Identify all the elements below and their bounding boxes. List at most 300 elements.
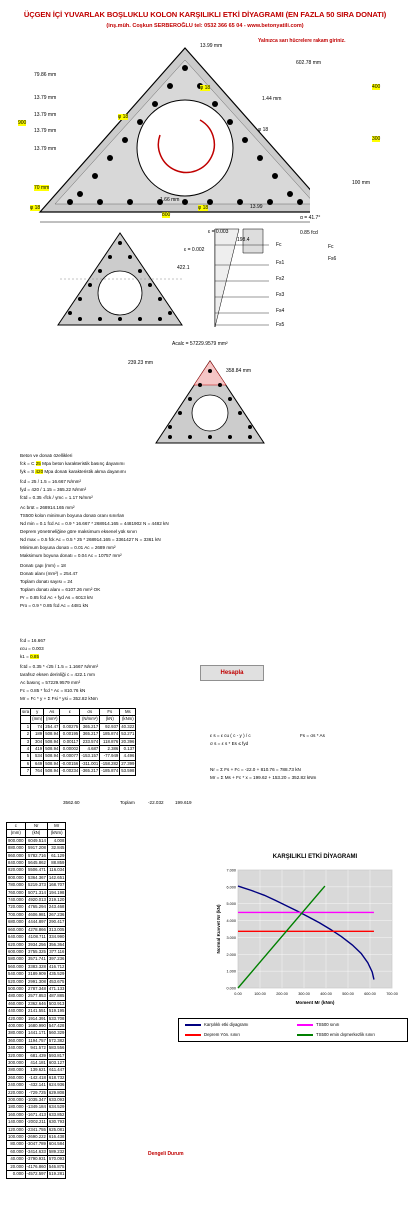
mid-line: fctd = 0.35 * √25 / 1.5 = 1.1667 N/mm² <box>20 664 99 669</box>
table-cell: 92.937 <box>100 723 120 730</box>
table-cell: 61.129 <box>47 852 66 859</box>
table-cell: 4278.866 <box>25 926 47 933</box>
table-cell: 625.081 <box>48 1126 65 1132</box>
table-row <box>7 911 66 918</box>
calc-line: fcd = 25 / 1.5 = 16.667 N/mm² <box>20 479 82 484</box>
bar-label-2[interactable]: φ 18 <box>200 85 211 91</box>
table-cell: 80.000 <box>7 1141 26 1148</box>
table-cell: 3571.741 <box>25 956 47 963</box>
table-cell: 820.000 <box>8 867 24 873</box>
table-cell: 603.127 <box>48 1060 65 1065</box>
strain-profile-drawing <box>195 225 335 333</box>
table-cell: 2 <box>21 731 31 738</box>
table-row <box>7 993 66 1000</box>
table-row <box>7 1000 66 1007</box>
table-cell: 233.574 <box>80 738 100 745</box>
table-cell: 660.000 <box>8 926 24 932</box>
table-row <box>21 738 136 745</box>
calc-line: fyd = 420 / 1.15 = 365.22 N/mm² <box>20 487 87 492</box>
table-cell: 53.598 <box>121 768 135 774</box>
bar-label-3: φ 18 <box>258 127 269 133</box>
x-tick-label: 100.00 <box>254 992 266 996</box>
calc-line: Pr = 0.85 fcd Ac + fyd As = 6013 kN <box>20 595 93 600</box>
table-cell: 2141.551 <box>25 1008 47 1015</box>
table-cell: 487.885 <box>48 993 65 999</box>
strain-label-1: ε = 0.003 <box>208 229 229 235</box>
table-row <box>7 919 66 926</box>
table-cell: 800.000 <box>8 874 24 880</box>
table-cell: 4920.013 <box>25 897 47 904</box>
table-cell: 560.329 <box>48 1030 65 1036</box>
table-cell: 0.00195 <box>60 731 80 738</box>
table-cell: 580.000 <box>8 956 24 962</box>
dim-width-input[interactable]: 800 <box>162 212 171 218</box>
table-cell: 681.439 <box>25 1052 47 1059</box>
table-row <box>7 882 66 889</box>
chart-legend <box>178 1018 408 1042</box>
mid-line: tarafsız eksen derinliği c = 422.1 mm <box>20 672 95 677</box>
table-row <box>7 1134 66 1141</box>
x-tick-label: 400.00 <box>320 992 332 996</box>
table-cell: 583.556 <box>48 1045 65 1051</box>
table-header: y <box>31 709 44 716</box>
force-fs4: Fs4 <box>276 308 285 314</box>
strain-label-2: ε = 0.002 <box>184 247 205 253</box>
table-row <box>7 1067 66 1074</box>
force-fc-2: Fc <box>328 244 334 250</box>
table-cell: 414.181 <box>25 1060 47 1067</box>
table-cell: 440.000 <box>8 1008 24 1014</box>
table-row <box>7 948 66 955</box>
table-cell: 780.000 <box>8 882 24 888</box>
table-row <box>7 1037 66 1044</box>
table-cell: 74 <box>31 723 44 730</box>
dim-right-1[interactable]: 400 <box>372 84 381 90</box>
table-row <box>7 1045 66 1052</box>
table-cell: 356.364 <box>48 941 65 947</box>
force-fs5: Fs5 <box>276 322 285 328</box>
table-cell: 508.94 <box>45 731 59 737</box>
table-row <box>7 837 66 844</box>
rebar-force-table: sıra y As ε σs Fs Ms (mm) (mm²) (N/mm²) (kN) (kNm) 1 74 254.47 0.00275 365.217 92.937 40.322 2 189 508.94 0.00195 365.217 185.874 53.271 3 304 508.94 0.00117 233.574 118.876 20.396 4 419 508.94 0.00002 4.687 2.386 0.137 5 534 508.94 -0.00077 -153.157 -77.949 4.496 6 649 508.94 -0.00156 -311.001 -158.282 27.399 7 764 508.94 -0.00234 -365.217 -185.874 53.598 <box>22 709 135 774</box>
table-cell: 5364.367 <box>25 874 47 881</box>
table-cell: 120.000 <box>8 1126 24 1132</box>
calc-line: TS500 kolon minimum boyuna donatı oranı sınırları <box>20 513 125 518</box>
table-cell: 3189.909 <box>25 971 47 978</box>
strain-label-3: 422.1 <box>177 265 190 271</box>
table-cell: 508.94 <box>45 760 59 766</box>
table-cell: -1035.347 <box>26 1097 46 1103</box>
table-cell: 880.000 <box>8 845 24 851</box>
force-fs1: Fs1 <box>276 260 285 266</box>
table-row <box>7 1082 66 1089</box>
table-cell: 435.529 <box>48 971 65 977</box>
force-fs6: Fs6 <box>328 256 337 262</box>
table-row <box>21 753 136 760</box>
calc-line: Ac brüt = 268914.165 mm² <box>20 505 75 510</box>
table-cell: 240.000 <box>8 1082 24 1088</box>
bar-label-5[interactable]: φ 18 <box>198 205 209 211</box>
table-cell: 4 <box>21 746 31 753</box>
dim-left-2: 13.79 mm <box>34 95 57 101</box>
table-cell: -3414.633 <box>26 1148 46 1154</box>
table-cell: 764 <box>31 768 44 775</box>
table-row <box>7 1089 66 1096</box>
dim-vertical: 602.78 mm <box>296 60 322 66</box>
table-cell: 340.000 <box>8 1045 24 1051</box>
y-axis-label: Normal Kuvvet Nr (kN) <box>216 904 221 954</box>
dim-right-2[interactable]: 300 <box>372 136 381 142</box>
table-cell: 2991.308 <box>25 978 47 985</box>
x-tick-label: 700.00 <box>386 992 398 996</box>
table-cell: 5917.208 <box>25 845 47 852</box>
table-cell: 941.572 <box>25 1045 47 1052</box>
table-row <box>7 867 66 874</box>
table-cell: 139.621 <box>25 1067 47 1074</box>
dim-cover[interactable]: 70 mm <box>34 185 50 191</box>
force-fc: Fc <box>276 242 282 248</box>
table-cell: 280.000 <box>8 1067 24 1073</box>
table-row <box>7 934 66 941</box>
table-cell: -729.725 <box>25 1089 47 1096</box>
table-cell: 900.000 <box>8 837 24 843</box>
table-header: Mr <box>47 823 66 830</box>
table-header: Nr <box>25 823 47 830</box>
dim-inner: 1.44 mm <box>262 96 282 102</box>
alpha-label: α = 41.7° <box>300 215 321 221</box>
formula-line: ε s = ε cu ( c - y ) / c <box>210 733 251 738</box>
table-cell: 3383.328 <box>25 963 47 970</box>
table-cell: 508.94 <box>45 746 59 752</box>
table-cell: 519.281 <box>48 1171 65 1177</box>
table-cell: 189 <box>31 731 44 738</box>
table-row <box>7 978 66 985</box>
dim-3-b: 358.84 mm <box>226 368 252 374</box>
table-row <box>7 1104 66 1111</box>
force-fs2: Fs2 <box>276 276 285 282</box>
table-cell: -1671.413 <box>26 1111 46 1117</box>
table-row <box>7 1008 66 1015</box>
calc-heading: Beton ve donatı özellikleri <box>20 453 73 458</box>
dim-left-3: 13.79 mm <box>34 112 57 118</box>
table-cell: 118.876 <box>100 738 120 745</box>
table-cell: 334.990 <box>48 934 65 940</box>
table-cell: 4444.897 <box>25 919 47 926</box>
table-cell: 519.195 <box>48 1008 65 1014</box>
table-cell: 589.232 <box>48 1148 65 1154</box>
table-cell: -432.141 <box>25 1082 47 1089</box>
table-cell: 460.000 <box>8 1000 24 1006</box>
table-cell: 624.936 <box>48 1082 65 1088</box>
table-cell: 2577.853 <box>25 993 47 1000</box>
table-cell: 4606.981 <box>25 911 47 918</box>
table-cell: 420.000 <box>8 1015 24 1021</box>
dim-3-a: 239.23 mm <box>128 360 154 366</box>
dim-right-3: 100 mm <box>352 180 371 186</box>
table-cell: 629.808 <box>48 1089 65 1095</box>
table-cell: 260.000 <box>8 1074 24 1080</box>
calc-fck-row: fck = C 25 Mpa beton karakteristik basınç dayanımı <box>20 461 125 466</box>
table-cell: 219.120 <box>48 897 65 903</box>
table-cell: 500.000 <box>8 985 24 991</box>
table-cell: 20.000 <box>7 1163 26 1170</box>
bar-label-1[interactable]: φ 18 <box>118 114 129 120</box>
table-cell: 7 <box>21 768 31 775</box>
page-subtitle: (inş.müh. Coşkun SERBEROĞLU tel: 0532 366 65 04 - www.betonyatili.com) <box>106 23 304 29</box>
table-header: σs <box>80 709 100 716</box>
calc-line: Maksimum boyuna donatı = 0.04 Ac = 10757 mm² <box>20 553 122 558</box>
table-row <box>7 926 66 933</box>
table-row <box>21 768 136 775</box>
table-cell: 5506.471 <box>25 867 47 874</box>
table-row <box>7 1141 66 1148</box>
formula-line: Nr = Σ Fs + Fc = -22.0 + 810.76 = 788.73 kN <box>210 767 301 772</box>
table-cell: -158.282 <box>101 760 119 766</box>
bar-label-4[interactable]: φ 18 <box>30 205 41 211</box>
x-tick-label: 300.00 <box>298 992 310 996</box>
table-row <box>7 845 66 852</box>
table-cell: 5782.716 <box>25 852 47 859</box>
table-cell: 243.468 <box>48 904 65 910</box>
table-row <box>7 1111 66 1118</box>
table-cell: 640.000 <box>8 934 24 940</box>
table-cell: 416.712 <box>48 963 65 969</box>
table-cell: 618.732 <box>48 1074 65 1080</box>
table-cell: 4108.711 <box>25 934 47 941</box>
table-cell: 604.584 <box>48 1141 65 1147</box>
table-cell: 4.008 <box>47 837 66 844</box>
interaction-table: c Nr Mr (mm) (kN) (kNm) 900.000 6049.514 4.008 880.000 5917.208 32.845 860.000 5782.716 61.129 840.000 5645.862 88.859 820.000 5506.471 116.034 800.000 5364.367 142.651 780.000 5219.373 168.707 760.000 5071.314 194.198 740.000 4920.013 219.120 720.000 4765.294 243.468 700.000 4606.981 267.236 680.000 4444.897 290.417 660.000 4278.866 313.005 640.000 4108.711 334.990 620.000 3934.256 356.364 600.000 3755.325 377.116 580.000 3571.741 397.236 560.000 3383.328 416.712 540.000 3189.909 435.529 520.000 2991.308 453.675 500.000 2787.348 471.133 480.000 2577.853 487.885 460.000 2362.646 503.913 440.000 2141.551 519.195 420.000 1914.391 533.708 400.000 1680.990 547.428 380.000 1441.171 560.329 360.000 1194.757 572.382 340.000 941.572 583.556 320.000 681.439 593.817 300.000 414.181 603.127 280.000 139.621 611.447 260.000 -142.418 618.732 240.000 -432.141 624.936 220.000 -729.725 629.808 200.000 -1035.347 633.093 180.000 -1349.184 634.529 160.000 -1671.413 633.852 140.000 -2002.211 630.793 120.000 -2341.755 625.081 100.000 -2690.222 616.438 80.000 -3047.789 604.584 60.000 -3414.633 589.232 40.000 -3790.931 570.093 20.000 -4176.860 546.875 0.000 -4572.597 519.281 <box>8 823 65 1177</box>
calc-line: Donatı alanı (mm²) = 254.47 <box>20 571 78 576</box>
table-row <box>7 1097 66 1104</box>
table-cell: 397.236 <box>48 956 65 962</box>
table-cell: -365.217 <box>81 768 99 774</box>
formula-line: Fs = σs * As <box>300 733 325 738</box>
table-row <box>21 723 136 730</box>
acalc-label: Acalc = 57229.9579 mm² <box>172 341 228 347</box>
table-cell: 365.217 <box>80 731 100 738</box>
table-row <box>7 1148 66 1155</box>
table-row <box>7 971 66 978</box>
table-cell: 633.852 <box>48 1111 65 1117</box>
formula-line: Mr = Σ Ms + Fc * x = 199.62 + 153.20 = 352.82 kNm <box>210 775 317 780</box>
table-cell: 611.447 <box>49 1067 65 1073</box>
k1-row: k1 = 0.85 <box>20 654 40 659</box>
table-row <box>7 904 66 911</box>
table-cell: 540.000 <box>8 971 24 977</box>
table-row <box>7 941 66 948</box>
table-cell: 267.236 <box>48 911 65 917</box>
table-cell: 0.00117 <box>60 738 80 745</box>
table-cell: 593.817 <box>48 1052 65 1058</box>
table-cell: 194.198 <box>48 889 65 895</box>
void-circle <box>98 271 142 315</box>
table-cell: 180.000 <box>8 1104 24 1110</box>
table-row <box>21 746 136 753</box>
table-cell: -0.00077 <box>61 753 79 759</box>
table-cell: 400.000 <box>8 1022 24 1028</box>
mid-line: Mr = Fc * y + Σ Fsi * ysi = 352.82 kNm <box>20 696 98 701</box>
table-cell: 453.675 <box>48 978 65 984</box>
table-row <box>7 1030 66 1037</box>
dim-top: 13.99 mm <box>200 43 223 49</box>
table-cell: -3790.931 <box>26 1156 46 1162</box>
y-tick-label: 3.000 <box>226 935 236 940</box>
table-cell: 2787.348 <box>25 985 47 992</box>
table-cell: 5645.862 <box>25 860 47 867</box>
table-row <box>7 897 66 904</box>
dim-left-5: 13.79 mm <box>34 146 57 152</box>
hesapla-button[interactable]: Hesapla <box>200 665 264 681</box>
table-header: ε <box>60 709 80 716</box>
table-cell: 1441.171 <box>25 1030 47 1037</box>
x-tick-label: 0.00 <box>234 992 242 996</box>
table-row <box>21 760 136 767</box>
table-cell: 560.000 <box>8 963 24 969</box>
calc-line: Toplam donatı sayısı = 24 <box>20 579 73 584</box>
table-cell: 4765.294 <box>25 904 47 911</box>
fck-input[interactable]: 25 <box>35 461 41 466</box>
x-tick-label: 600.00 <box>364 992 376 996</box>
table-cell: 0.00002 <box>60 746 80 753</box>
table-cell: 547.428 <box>48 1022 65 1028</box>
interaction-chart <box>214 846 404 1018</box>
table-row <box>7 1074 66 1081</box>
table-cell: -153.157 <box>81 753 99 759</box>
table-row <box>7 1126 66 1133</box>
table1-sum-ms: 199.619 <box>175 800 192 805</box>
calc-line: Donatı çapı (mm) = 18 <box>20 563 66 568</box>
table-cell: 4.687 <box>80 746 100 753</box>
fcd-row: fcd = 16.667 <box>20 638 46 643</box>
calc-line: Deprem yönetmeliğine göre maksimum eksenel yük sınırı <box>20 529 137 534</box>
force-fs3: Fs3 <box>276 292 285 298</box>
strain-label-4: 198.4 <box>237 237 250 243</box>
table-cell: 570.093 <box>48 1156 65 1162</box>
table-cell: 377.116 <box>49 948 65 954</box>
table-cell: 649 <box>31 760 44 767</box>
calc-line: Minimum boyuna donatı = 0.01 Ac = 2689 mm² <box>20 545 116 550</box>
table-cell: 533.708 <box>48 1015 65 1021</box>
table-cell: 616.438 <box>48 1134 65 1140</box>
table-cell: 40.322 <box>121 723 135 729</box>
table-cell: -142.418 <box>25 1074 47 1081</box>
table-cell: 508.94 <box>45 768 59 774</box>
dim-left-1: 79.86 mm <box>34 72 57 78</box>
table-cell: 534 <box>31 753 44 760</box>
table-cell: 634.529 <box>48 1104 65 1110</box>
table-cell: 300.000 <box>8 1060 24 1065</box>
table-cell: 142.651 <box>48 874 65 880</box>
dim-height-input[interactable]: 900 <box>18 120 27 126</box>
dim-bottom-1: 1.66 mm <box>160 197 180 203</box>
table-row <box>7 860 66 867</box>
table1-sum-fs: -22.032 <box>148 800 164 805</box>
table-cell: 200.000 <box>8 1097 24 1103</box>
table-cell: 840.000 <box>8 860 24 866</box>
table-cell: 2362.646 <box>25 1000 47 1007</box>
table1-sum-as: 3562.60 <box>63 800 80 805</box>
table-cell: -185.874 <box>101 768 119 774</box>
table-cell: 760.000 <box>8 889 24 895</box>
table-row <box>7 1171 66 1178</box>
fyk-input[interactable]: 420 <box>35 469 44 474</box>
table-cell: 53.271 <box>121 731 135 737</box>
table-cell: 254.47 <box>45 723 59 729</box>
table-cell: 720.000 <box>8 904 24 910</box>
table-cell: 508.94 <box>45 753 59 759</box>
table-cell: 5071.314 <box>25 889 47 896</box>
table-cell: 5219.373 <box>25 882 47 889</box>
table-cell: 116.034 <box>49 867 65 873</box>
legend-item: TS500 sınırı <box>297 1022 339 1027</box>
table-cell: 3755.325 <box>25 948 47 955</box>
y-tick-label: 1.000 <box>226 969 236 974</box>
table-row <box>7 1156 66 1163</box>
table-cell: 60.000 <box>7 1148 26 1155</box>
table-cell: 88.859 <box>47 860 66 867</box>
table-cell: -0.00156 <box>61 760 79 766</box>
void-circle <box>192 395 228 431</box>
table-cell: 680.000 <box>8 919 24 925</box>
table-cell: -2341.755 <box>26 1126 46 1132</box>
table-cell: 100.000 <box>8 1134 24 1140</box>
table-header: sıra <box>22 709 30 714</box>
table-cell: 1914.391 <box>25 1015 47 1022</box>
table-cell: 4.496 <box>120 753 136 760</box>
table-cell: 304 <box>31 738 44 745</box>
table-cell: 572.382 <box>48 1037 65 1043</box>
table-cell: 0.00275 <box>60 723 80 730</box>
table-cell: 140.000 <box>8 1119 24 1125</box>
table-cell: 6 <box>21 760 31 767</box>
table-header: As <box>44 709 60 716</box>
mid-line: Fc = 0.85 * fcd * Ac = 810.76 kN <box>20 688 86 693</box>
table-cell: -77.949 <box>100 753 120 760</box>
table-row <box>7 1163 66 1170</box>
chart-title: KARŞILIKLI ETKİ DİYAGRAMI <box>272 854 358 860</box>
calc-line: Pro = 0.9 * 0.85 fcd Ac = 4481 kN <box>20 603 89 608</box>
table-cell: 0.000 <box>7 1171 26 1178</box>
calc-line: Nd max = 0.5 fck Ac = 0.5 * 25 * 268914.165 = 3361427 N = 3361 kN <box>20 537 161 542</box>
table-cell: 620.000 <box>8 941 24 947</box>
calc-line: Toplam donatı alanı = 6107.26 mm² OK <box>20 587 101 592</box>
table-cell: 27.399 <box>121 760 135 766</box>
table-cell: -311.001 <box>81 760 99 766</box>
table-cell: -3047.789 <box>26 1141 46 1147</box>
calc-line: Nd min = 0.1 fcd Ac = 0.9 * 16.667 * 268914.165 = 4481902 N = 4482 kN <box>20 521 169 526</box>
formula-line: σ s = ε s * Es ≤ fyd <box>210 741 249 746</box>
table1-sum-label: Toplam <box>120 800 135 805</box>
table-row <box>7 1052 66 1059</box>
table-cell: 700.000 <box>8 911 24 917</box>
table-cell: 503.913 <box>48 1000 65 1006</box>
table-header: c <box>7 823 26 830</box>
table-cell: -4176.860 <box>26 1163 46 1169</box>
plot-area <box>238 870 392 988</box>
table-row <box>7 1060 66 1067</box>
table-cell: 508.94 <box>45 738 59 744</box>
table-cell: -2690.222 <box>26 1134 46 1140</box>
table-header: Ms <box>120 709 136 716</box>
dim-bottom-2: 13.99 <box>250 204 263 210</box>
table-row <box>7 1022 66 1029</box>
section-compression-drawing <box>150 355 270 450</box>
table-cell: 1 <box>21 723 31 730</box>
table-cell: 380.000 <box>8 1030 24 1036</box>
k1-input[interactable]: 0.85 <box>30 654 40 659</box>
table-cell: 320.000 <box>8 1052 24 1058</box>
